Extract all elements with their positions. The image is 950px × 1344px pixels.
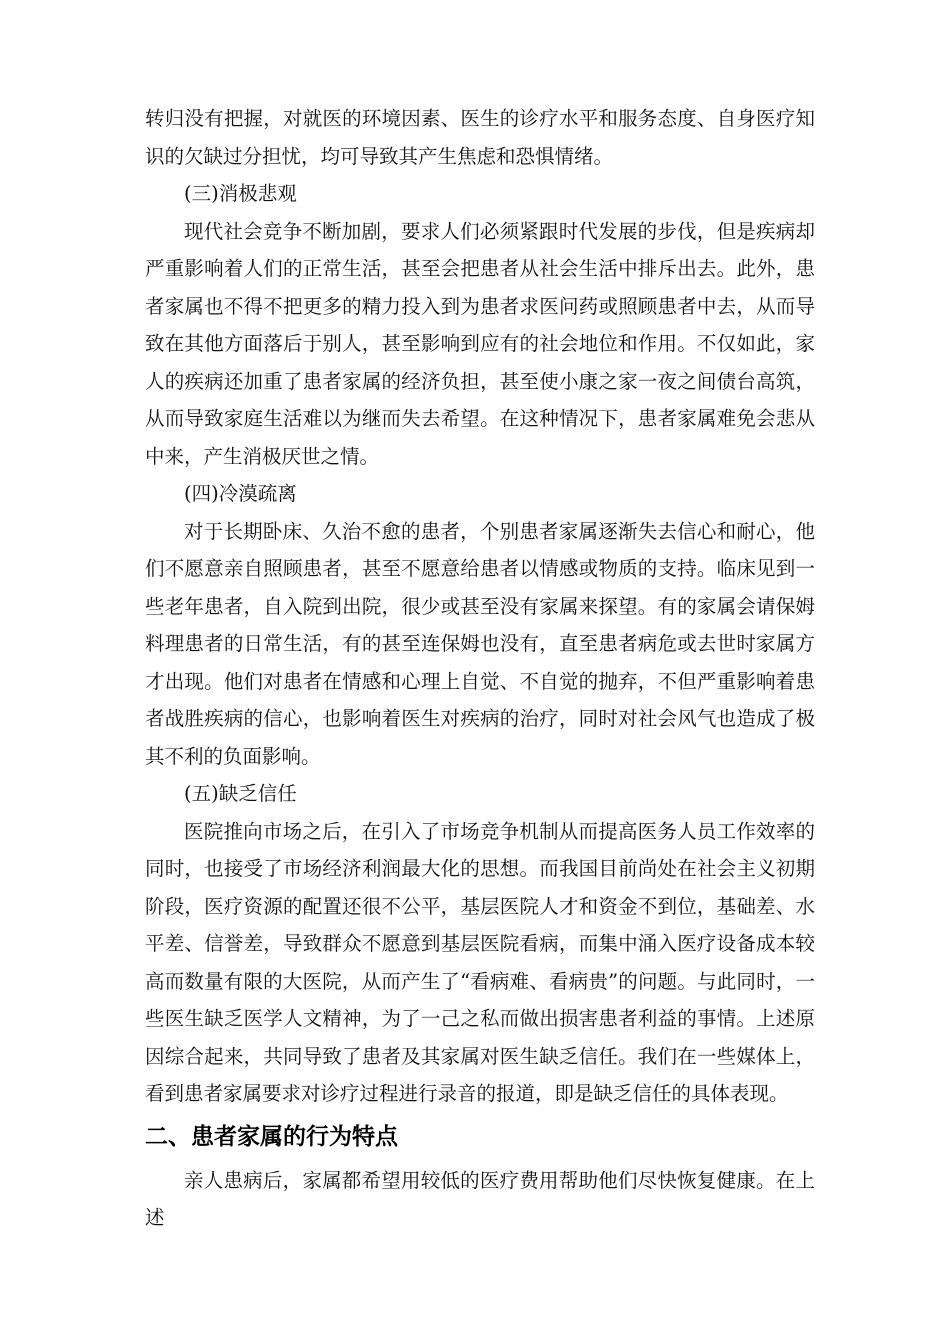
paragraph-continuation: 转归没有把握，对就医的环境因素、医生的诊疗水平和服务态度、自身医疗知识的欠缺过分担忧，均可导致其产生焦虑和恐惧情绪。 (145, 107, 815, 168)
subheading-lack-of-trust: (五)缺乏信任 (184, 782, 297, 805)
paragraph-behavior-intro: 亲人患病后，家属都希望用较低的医疗费用帮助他们尽快恢复健康。在上述 (145, 1168, 815, 1229)
subheading-indifference: (四)冷漠疏离 (184, 482, 297, 505)
document-body (145, 100, 815, 1237)
paragraph-lack-of-trust: 医院推向市场之后，在引入了市场竞争机制从而提高医务人员工作效率的同时，也接受了市场经济利润最大化的思想。而我国目前尚处在社会主义初期阶段，医疗资源的配置还很不公平，基层医院人才和资金不到位，基础差、水平差、信誉差，导致群众不愿意到基层医院看病，而集中涌入医疗设备成本较高而数量有限的大医院，从而产生了“看病难、看病贵”的问题。与此同时，一些医生缺乏医学人文精神，为了一己之私而做出损害患者利益的事情。上述原因综合起来，共同导致了患者及其家属对医生缺乏信任。我们在一些媒体上，看到患者家属要求对诊疗过程进行录音的报道，即是缺乏信任的具体表现。 (145, 819, 815, 1105)
paragraph-indifference: 对于长期卧床、久治不愈的患者，个别患者家属逐渐失去信心和耐心，他们不愿意亲自照顾患者，甚至不愿意给患者以情感或物质的支持。临床见到一些老年患者，自入院到出院，很少或甚至没有家属来探望。有的家属会请保姆料理患者的日常生活，有的甚至连保姆也没有，直至患者病危或去世时家属方才出现。他们对患者在情感和心理上自觉、不自觉的抛弃，不但严重影响着患者战胜疾病的信心，也影响着医生对疾病的治疗，同时对社会风气也造成了极其不利的负面影响。 (145, 519, 815, 768)
paragraph-pessimism: 现代社会竞争不断加剧，要求人们必须紧跟时代发展的步伐，但是疾病却严重影响着人们的正常生活，甚至会把患者从社会生活中排斥出去。此外，患者家属也不得不把更多的精力投入到为患者求医问药或照顾患者中去，从而导致在其他方面落后于别人，甚至影响到应有的社会地位和作用。不仅如此，家人的疾病还加重了患者家属的经济负担，甚至使小康之家一夜之间债台高筑，从而导致家庭生活难以为继而失去希望。在这种情况下，患者家属难免会悲从中来，产生消极厌世之情。 (145, 219, 815, 468)
subheading-negative-pessimism: (三)消极悲观 (184, 182, 297, 205)
section-heading-behavior: 二、患者家属的行为特点 (145, 1123, 398, 1150)
